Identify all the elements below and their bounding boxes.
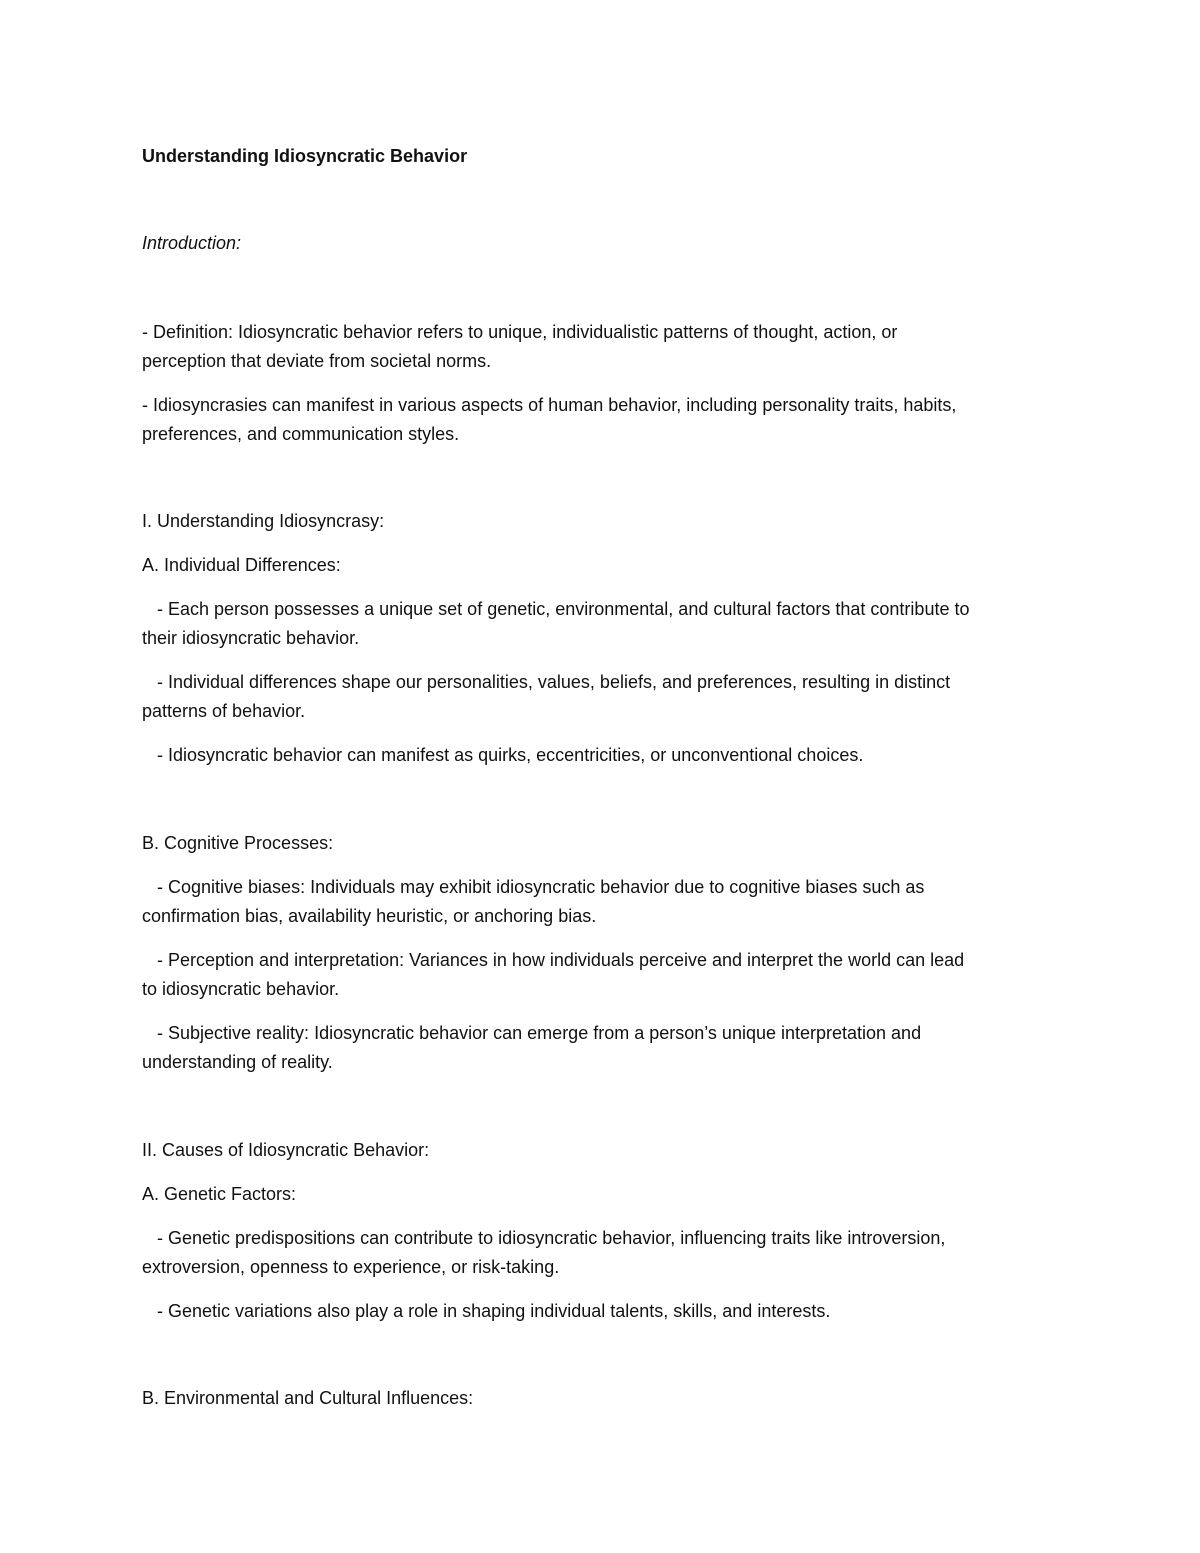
section-2a-bullet-1-line-2: extroversion, openness to experience, or risk-taking. [142,1257,560,1277]
section-2-heading: II. Causes of Idiosyncratic Behavior: [142,1140,430,1160]
section-1b-bullet-1-line-2: confirmation bias, availability heuristic, or anchoring bias. [142,906,597,926]
section-1b-bullet-3-line-2: understanding of reality. [142,1052,333,1072]
section-1b-heading: B. Cognitive Processes: [142,833,334,853]
section-1a-bullet-1-line-2: their idiosyncratic behavior. [142,628,360,648]
section-1b-bullet-1-line-1: - Cognitive biases: Individuals may exhibit idiosyncratic behavior due to cognitive biases such as [142,877,925,897]
section-2a-bullet-1-line-1: - Genetic predispositions can contribute to idiosyncratic behavior, influencing traits like introversion, [142,1228,946,1248]
section-1b-bullet-2-line-2: to idiosyncratic behavior. [142,979,340,999]
section-1a-bullet-3-line-1: - Idiosyncratic behavior can manifest as quirks, eccentricities, or unconventional choices. [142,745,864,765]
section-1a-bullet-1-line-1: - Each person possesses a unique set of genetic, environmental, and cultural factors that contribute to [142,599,970,619]
intro-paragraph-2-line-2: preferences, and communication styles. [142,424,460,444]
section-1b-bullet-3-line-1: - Subjective reality: Idiosyncratic behavior can emerge from a person’s unique interpretation and [142,1023,922,1043]
section-1a-bullet-2-line-2: patterns of behavior. [142,701,306,721]
intro-paragraph-1-line-1: - Definition: Idiosyncratic behavior refers to unique, individualistic patterns of thought, action, or [142,322,898,342]
section-1-heading: I. Understanding Idiosyncrasy: [142,511,385,531]
section-2a-heading: A. Genetic Factors: [142,1184,297,1204]
document-title: Understanding Idiosyncratic Behavior [142,146,468,166]
intro-paragraph-2-line-1: - Idiosyncrasies can manifest in various aspects of human behavior, including personality traits, habits, [142,395,957,415]
intro-heading: Introduction: [142,233,242,253]
intro-paragraph-1-line-2: perception that deviate from societal norms. [142,351,492,371]
section-2b-heading: B. Environmental and Cultural Influences: [142,1388,474,1408]
section-1a-bullet-2-line-1: - Individual differences shape our personalities, values, beliefs, and preferences, resulting in distinct [142,672,951,692]
section-1b-bullet-2-line-1: - Perception and interpretation: Variances in how individuals perceive and interpret the world can lead [142,950,965,970]
section-1a-heading: A. Individual Differences: [142,555,341,575]
section-2a-bullet-2-line-1: - Genetic variations also play a role in shaping individual talents, skills, and interests. [142,1301,831,1321]
